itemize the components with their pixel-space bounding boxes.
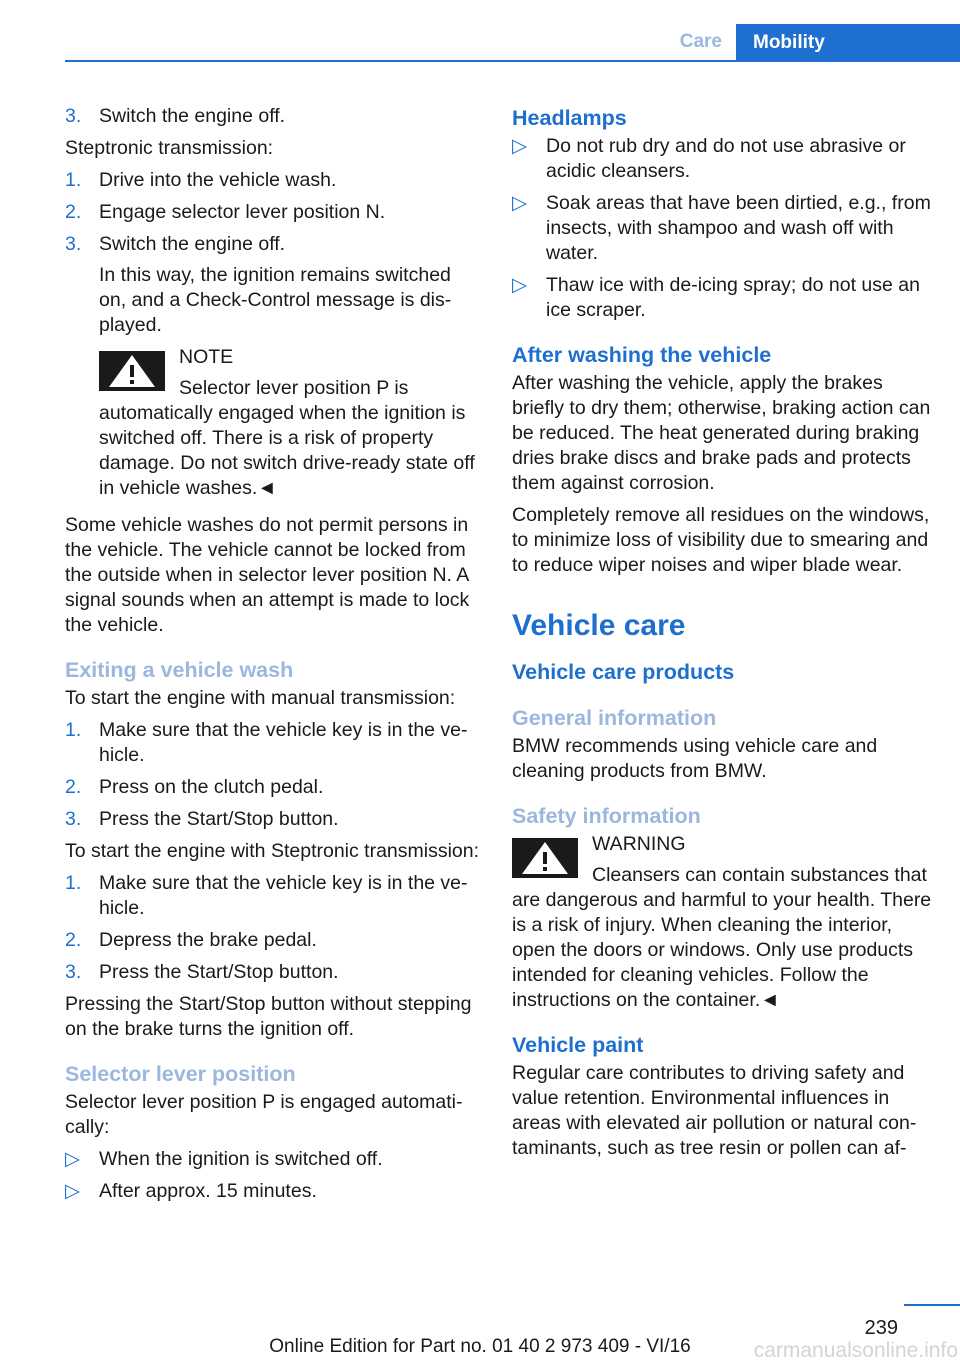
list-item [65,1179,483,1204]
note-title: NOTE [179,346,234,368]
care-products-heading: Vehicle care products [512,660,735,684]
bullet-triangle-icon: ▷ [65,1180,80,1202]
after-washing-paragraph-1: After washing the vehicle, apply the brakes briefly to dry them; otherwise, braking action can be reduced. The heat generated during braking dries brake discs and brake pads and protects them against corrosion. [512,372,931,494]
step-text: Switch the engine off. [99,105,286,127]
startstop-paragraph: Pressing the Start/Stop button without stepping on the brake turns the ignition off. [65,993,472,1040]
warning-body: Cleansers can contain substances that are dangerous and harmful to your health. There is a risk of injury. When cleaning the interior, open the doors or windows. Only use products intended for cleaning vehicles. Follow the instructions on the container.◄ [512,864,932,1011]
list-item [512,273,932,323]
step-number: 3. [65,105,82,127]
list-item [512,134,932,184]
step-number: 1. [65,169,82,191]
warning-box [512,832,932,1013]
vehicle-paint-heading: Vehicle paint [512,1033,644,1057]
bullet-triangle-icon: ▷ [512,135,527,157]
steptronic-label: Steptronic transmission: [65,137,274,159]
step-number: 1. [65,719,82,741]
general-information-paragraph: BMW recommends using vehicle care and cleaning products from BMW. [512,735,878,782]
steptronic-steps [65,168,483,338]
step-text: Engage selector lever position N. [99,201,386,223]
manual-steps [65,718,483,832]
steptronic-start-steps [65,871,483,985]
step-number: 3. [65,233,82,255]
after-washing-paragraph-2: Completely remove all residues on the windows, to minimize loss of visibility due to smearing and to reduce wiper noises and wiper blade wear. [512,504,930,576]
wash-steps-tail [65,104,483,129]
bullet-text: Do not rub dry and do not use abrasive or acidic cleansers. [546,135,906,182]
list-item [65,200,483,225]
manual-intro: To start the engine with manual transmission: [65,687,456,709]
steptronic-intro: To start the engine with Steptronic transmission: [65,840,480,862]
edition-footer: Online Edition for Part no. 01 40 2 973 409 - VI/16 [269,1336,691,1357]
list-item [65,871,483,921]
bullet-triangle-icon: ▷ [512,192,527,214]
persons-paragraph: Some vehicle washes do not permit persons in the vehicle. The vehicle cannot be locked from the outside when in selector lever position N. A signal sounds when an attempt is made to lock the vehicle. [65,514,470,636]
selector-bullets [65,1147,483,1204]
step-text: Drive into the vehicle wash. [99,169,337,191]
step-continuation: In this way, the ignition remains switched on, and a Check-Control message is displayed. [99,264,452,336]
headlamps-bullets [512,134,932,323]
tab-mobility[interactable]: Mobility [736,24,960,62]
step-number: 1. [65,872,82,894]
watermark: carmanualsonline.info [753,1339,958,1362]
bullet-triangle-icon: ▷ [512,274,527,296]
safety-information-heading: Safety information [512,804,701,828]
step-number: 2. [65,929,82,951]
warning-triangle-icon [512,838,578,878]
tab-care[interactable]: Care [679,31,722,52]
step-text: Make sure that the vehicle key is in the vehicle. [99,872,468,919]
step-number: 2. [65,201,82,223]
vehicle-care-heading: Vehicle care [512,609,686,642]
step-number: 2. [65,776,82,798]
page-number: 239 [864,1317,898,1339]
list-item [65,168,483,193]
step-text: Depress the brake pedal. [99,929,317,951]
page-number-rule [904,1304,960,1306]
list-item [65,807,483,832]
list-item [65,104,483,129]
warning-triangle-icon [99,351,165,391]
note-box [99,345,483,501]
headlamps-heading: Headlamps [512,106,627,130]
list-item [65,1147,483,1172]
note-body: Selector lever position P is automatically engaged when the ignition is switched off. There is a risk of property damage. Do not switch drive-ready state off in vehicle washes.◄ [99,377,475,499]
list-item [65,718,483,768]
bullet-triangle-icon: ▷ [65,1148,80,1170]
list-item [512,191,932,266]
list-item [65,960,483,985]
step-text: Switch the engine off. [99,233,286,255]
bullet-text: Thaw ice with de-icing spray; do not use an ice scraper. [546,274,920,321]
step-text: Press the Start/Stop button. [99,808,339,830]
bullet-text: When the ignition is switched off. [99,1148,383,1170]
list-item [65,775,483,800]
step-text: Press on the clutch pedal. [99,776,324,798]
exiting-heading: Exiting a vehicle wash [65,658,294,682]
warning-title: WARNING [592,833,686,855]
left-column [65,104,483,1211]
general-information-heading: General information [512,706,717,730]
vehicle-paint-paragraph: Regular care contributes to driving safety and value retention. Environmental influences in areas with elevated air pollution or natural contaminants, such as tree resin or pollen can af- [512,1062,917,1159]
step-number: 3. [65,808,82,830]
step-number: 3. [65,961,82,983]
step-text: Press the Start/Stop button. [99,961,339,983]
selector-heading: Selector lever position [65,1062,296,1086]
bullet-text: Soak areas that have been dirtied, e.g., from insects, with shampoo and wash off with water. [546,192,931,264]
step-text: Make sure that the vehicle key is in the vehicle. [99,719,468,766]
bullet-text: After approx. 15 minutes. [99,1180,317,1202]
right-column [512,104,932,1168]
after-washing-heading: After washing the vehicle [512,343,772,367]
selector-paragraph: Selector lever position P is engaged automatically: [65,1091,463,1138]
list-item [65,232,483,338]
list-item [65,928,483,953]
